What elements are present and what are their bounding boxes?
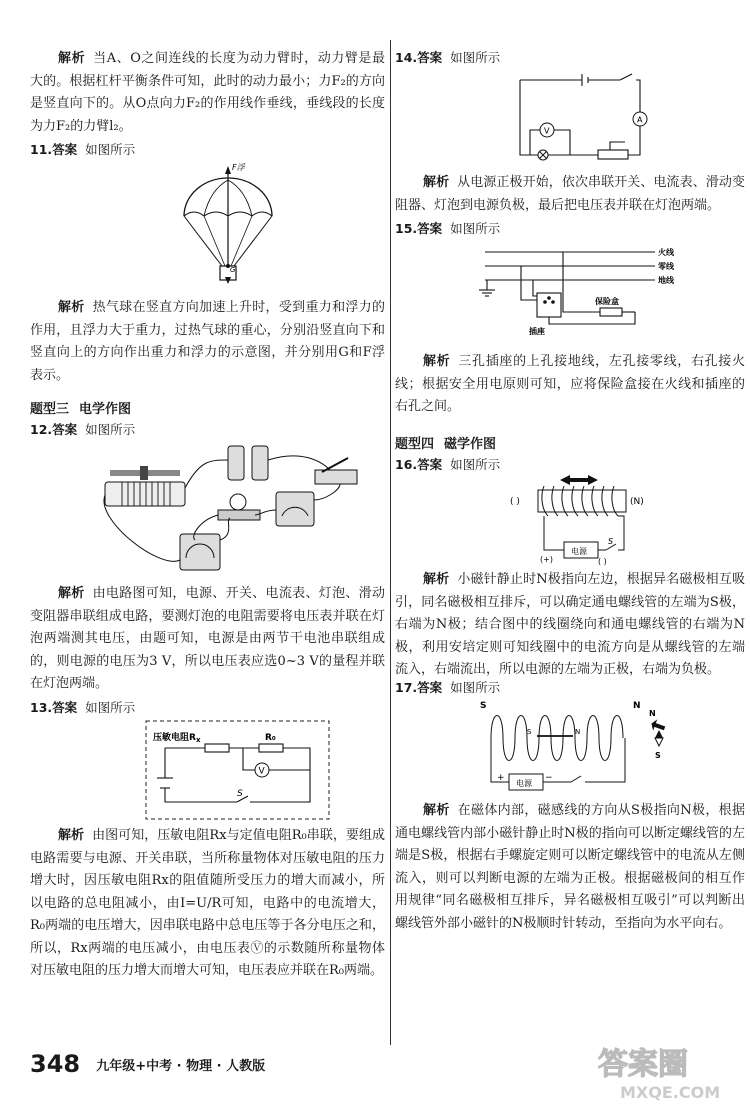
- analysis-text: 小磁针静止时N极指向左边，根据异名磁极相互吸引，同名磁极相互排斥，可以确定通电螺线管的左端为S极，右端为N极；结合图中的线圈绕向和通电螺线管的右端为N极，利用安培定则可知线圈中的电流方向是从螺线管的左端流入，右端流出，所以电源的左端为正极，右端为负极。: [395, 572, 745, 677]
- switch-label: S: [608, 537, 614, 546]
- answer-12: [30, 420, 385, 438]
- analysis-15: [395, 351, 745, 419]
- analysis-text: 由图可知，压敏电阻Rx与定值电阻R₀串联，要组成电路需要与电源、开关串联，当所称量物体对压敏电阻的压力增大时，因压敏电阻Rx的阻值随所受压力的增大而减小，所以电路的总电阻减小，由I=U/R可知，电路中的电流增大，R₀两端的电压增大，因串联电路中总电压等于各分电压之和，所以，Rx两端的电压减小，由电压表Ⓥ的示数随所称量物体对压敏电阻的压力增大而增大可知，电压表应并联在R₀两端。: [30, 828, 385, 978]
- answer-number: 11.答案: [30, 142, 78, 157]
- answer-14: [395, 48, 745, 66]
- answer-number: 17.答案: [395, 680, 443, 695]
- buoyancy-label: F浮: [232, 163, 245, 172]
- analysis-17: [395, 800, 745, 935]
- physical-circuit-figure: [100, 440, 360, 580]
- answer-text: 如图所示: [85, 142, 136, 157]
- answer-16: [395, 455, 745, 473]
- solenoid-right-pole: N: [633, 701, 641, 711]
- sensor-resistor-label: 压敏电阻$R_x$: [153, 733, 201, 744]
- footer-text: 九年级+中考 · 物理 · 人教版: [96, 1058, 266, 1074]
- analysis-text: 由电路图可知，电源、开关、电流表、灯泡、滑动变阻器串联组成电路，要测灯泡的电阻需要将电压表并联在灯泡两端测其电压，由题可知，电源是由两节干电池串联组成的，则电源的电压为3 V，所以电压表应选0~3 V的量程并联在灯泡两端。: [30, 586, 385, 691]
- power-source-label: 电源: [571, 547, 587, 556]
- series-circuit-figure: [510, 70, 660, 170]
- answer-number: 12.答案: [30, 422, 78, 437]
- switch-label: S: [237, 789, 243, 799]
- page-number: 348: [30, 1050, 81, 1078]
- fixed-resistor-label: R₀: [265, 733, 276, 743]
- analysis-10: [30, 48, 385, 138]
- section-number: 题型三: [30, 402, 70, 417]
- neutral-wire-label: 零线: [658, 262, 674, 271]
- negative-terminal-label: ( ): [598, 557, 607, 566]
- answer-text: 如图所示: [85, 422, 136, 437]
- section-heading-4: [395, 433, 745, 452]
- answer-11: [30, 140, 385, 158]
- solenoid-figure-17: [475, 698, 685, 798]
- right-pole-label: (N): [630, 497, 644, 507]
- analysis-14: [395, 172, 745, 217]
- answer-text: 如图所示: [85, 700, 136, 715]
- analysis-text: 三孔插座的上孔接地线，左孔接零线，右孔接火线；根据安全用电原则可知，应将保险盒接在火线和插座的右孔之间。: [395, 354, 745, 414]
- analysis-label: 解析: [58, 300, 85, 315]
- hot-air-balloon-figure: [170, 160, 280, 290]
- analysis-text: 热气球在竖直方向加速上升时，受到重力和浮力的作用，且浮力大于重力，过热气球的重心，分别沿竖直向下和竖直向上的方向作出重力和浮力的示意图，并分别用G和F浮表示。: [30, 300, 385, 383]
- answer-text: 如图所示: [450, 457, 501, 472]
- solenoid-left-pole: S: [480, 701, 487, 711]
- watermark-logo: [590, 1040, 740, 1105]
- analysis-text: 当A、O之间连线的长度为动力臂时，动力臂是最大的。根据杠杆平衡条件可知，此时的动力最小；力F₂的方向是竖直向下的。从O点向力F₂的作用线作垂线，垂线段的长度为力F₂的力臂l₂。: [30, 51, 385, 134]
- gravity-point-label: G: [230, 266, 236, 274]
- analysis-text: 从电源正极开始，依次串联开关、电流表、滑动变阻器、灯泡到电源负极，最后把电压表并联在灯泡两端。: [395, 175, 745, 213]
- solenoid-figure-16: [500, 472, 670, 567]
- answer-number: 15.答案: [395, 221, 443, 236]
- answer-number: 14.答案: [395, 50, 443, 65]
- analysis-label: 解析: [58, 586, 85, 601]
- analysis-label: 解析: [58, 51, 86, 66]
- ground-wire-label: 地线: [658, 276, 674, 285]
- negative-terminal-label: −: [545, 773, 553, 783]
- analysis-label: 解析: [423, 354, 451, 369]
- section-title: 磁学作图: [444, 437, 497, 452]
- analysis-label: 解析: [423, 572, 450, 587]
- live-wire-label: 火线: [658, 248, 674, 257]
- answer-text: 如图所示: [450, 50, 501, 65]
- analysis-12: [30, 583, 385, 696]
- voltmeter-label: V: [544, 126, 550, 136]
- voltmeter-label: V: [258, 766, 265, 777]
- analysis-11: [30, 297, 385, 387]
- household-circuit-figure: [475, 238, 705, 338]
- watermark-title: 答案圈: [598, 1047, 688, 1082]
- positive-terminal-label: +: [497, 773, 505, 783]
- analysis-label: 解析: [58, 828, 85, 843]
- answer-15: [395, 219, 745, 237]
- section-number: 题型四: [395, 437, 435, 452]
- left-pole-label: ( ): [510, 497, 520, 507]
- ammeter-label: A: [637, 115, 643, 125]
- column-divider: [390, 40, 391, 1045]
- needle-inner-n: N: [575, 728, 581, 736]
- page-footer: [30, 1050, 265, 1078]
- answer-text: 如图所示: [450, 221, 501, 236]
- answer-17: [395, 678, 745, 696]
- fuse-label: 保险盒: [595, 297, 619, 306]
- power-source-label: 电源: [516, 779, 532, 788]
- analysis-13: [30, 825, 385, 983]
- pressure-circuit-figure: [145, 720, 330, 820]
- answer-13: [30, 698, 385, 716]
- compass-n-label: N: [649, 709, 656, 718]
- analysis-label: 解析: [423, 175, 450, 190]
- compass-s-label: S: [655, 751, 661, 760]
- answer-number: 13.答案: [30, 700, 78, 715]
- watermark-site: MXQE.COM: [620, 1083, 721, 1102]
- needle-inner-s: S: [527, 728, 532, 736]
- section-heading-3: [30, 398, 385, 417]
- analysis-16: [395, 569, 745, 682]
- socket-label: 插座: [529, 327, 545, 336]
- analysis-label: 解析: [423, 803, 450, 818]
- analysis-text: 在磁体内部，磁感线的方向从S极指向N极，根据通电螺线管内部小磁针静止时N极的指向可以断定螺线管的左端是S极，根据右手螺旋定则可以断定螺线管中的电流从左侧流入，则可以判断电源的左端为正极。根据磁极间的相互作用规律“同名磁极相互排斥，异名磁极相互吸引”可以判断出螺线管外部小磁针的N极顺时针转动，至指向为水平向右。: [395, 803, 745, 931]
- section-title: 电学作图: [79, 402, 132, 417]
- answer-number: 16.答案: [395, 457, 443, 472]
- answer-text: 如图所示: [450, 680, 501, 695]
- positive-terminal-label: (+): [540, 555, 553, 564]
